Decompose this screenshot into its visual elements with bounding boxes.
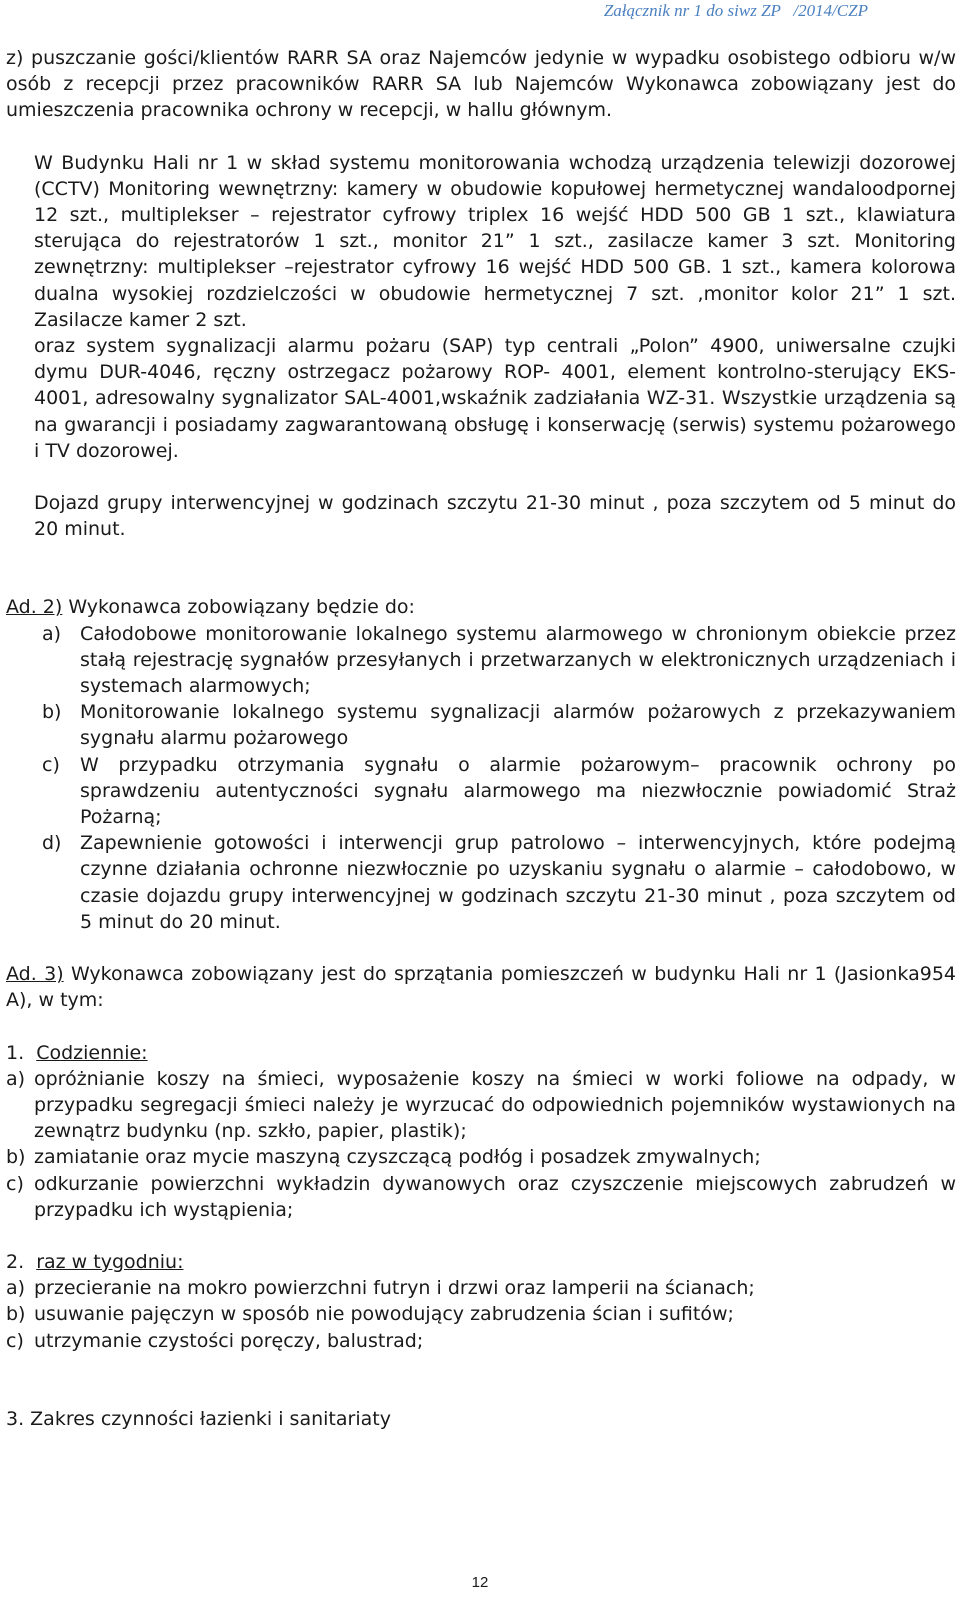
list-item-label: c) — [42, 753, 60, 776]
ad2-label: Ad. 2) — [6, 596, 63, 619]
section-1-number: 1. — [6, 1041, 37, 1064]
ad3-label: Ad. 3) — [6, 963, 64, 986]
list-item-text: utrzymanie czystości poręczy, balustrad; — [34, 1329, 424, 1352]
section-2-title: raz w tygodniu: — [36, 1250, 184, 1273]
section-ad2-heading — [6, 594, 956, 620]
list-item-text: usuwanie pajęczyn w sposób nie powodujący zabrudzenia ścian i sufitów; — [34, 1303, 734, 1326]
ad2-text: Wykonawca zobowiązany będzie do: — [62, 596, 415, 619]
ad3-text: Wykonawca zobowiązany jest do sprzątania pomieszczeń w budynku Hali nr 1 (Jasionka954 A), w tym: — [6, 963, 957, 1012]
document-header: Załącznik nr 1 do siwz ZP /2014/CZP — [603, 1, 868, 20]
list-item-label: d) — [42, 832, 62, 855]
list-item-text: Całodobowe monitorowanie lokalnego systemu alarmowego w chronionym obiekcie przez stałą rejestrację sygnałów przesyłanych i przetwarzanych w elektronicznych urządzeniach i systemach alarmowych; — [80, 622, 956, 698]
section-ad3-heading — [6, 961, 956, 1013]
document-body — [6, 45, 956, 1432]
list-item — [6, 1144, 956, 1170]
list-item-label: b) — [6, 1146, 26, 1169]
section-2-list — [6, 1275, 956, 1354]
list-item — [6, 1171, 956, 1223]
section-1-heading — [6, 1040, 956, 1066]
list-item-label: b) — [6, 1303, 26, 1326]
list-item — [6, 830, 956, 935]
page-number: 12 — [471, 1574, 489, 1591]
list-item-text: zamiatanie oraz mycie maszyną czyszczącą podłóg i posadzek zmywalnych; — [34, 1146, 761, 1169]
list-item-text: przecieranie na mokro powierzchni futryn i drzwi oraz lamperii na ścianach; — [34, 1277, 755, 1300]
list-item — [6, 621, 956, 700]
list-item-label: c) — [6, 1172, 24, 1195]
section-1-list — [6, 1066, 956, 1223]
section-2-heading — [6, 1249, 956, 1275]
list-item-label: b) — [42, 701, 62, 724]
section-1-title: Codziennie: — [36, 1041, 148, 1064]
list-item — [6, 1301, 956, 1327]
paragraph-sap: oraz system sygnalizacji alarmu pożaru (SAP) typ centrali „Polon” 4900, uniwersalne czujki dymu DUR-4046, ręczny ostrzegacz pożarowy ROP- 4001, element kontrolno-sterujący EKS- 4001, adresowalny sygnalizator SAL-4001,wskaźnik zadziałania WZ-31. Wszystkie urządzenia są na gwarancji i posiadamy zagwarantowaną obsługę i konserwację (serwis) systemu pożarowego i TV dozorowej. — [34, 335, 956, 462]
paragraph-cctv: W Budynku Hali nr 1 w skład systemu monitorowania wchodzą urządzenia telewizji dozorowej (CCTV) Monitoring wewnętrzny: kamery w obudowie kopułowej hermetycznej wandaloodpornej 12 szt., multiplekser – rejestrator cyfrowy triplex 16 wejść HDD 500 GB 1 szt., klawiatura sterująca do rejestratorów 1 szt., monitor 21” 1 szt., zasilacze kamer 3 szt. Monitoring zewnętrzny: multiplekser –rejestrator cyfrowy 16 wejść HDD 500 GB. 1 szt., kamera kolorowa dualna wysokiej rozdzielczości w obudowie hermetycznej 7 szt. ,monitor kolor 21” 1 szt. Zasilacze kamer 2 szt. — [34, 151, 956, 331]
list-item-text: odkurzanie powierzchni wykładzin dywanowych oraz czyszczenie miejscowych zabrudzeń w przypadku ich wystąpienia; — [34, 1172, 956, 1221]
list-item — [6, 699, 956, 751]
list-item-text: Monitorowanie lokalnego systemu sygnalizacji alarmów pożarowych z przekazywaniem sygnału alarmu pożarowego — [80, 701, 956, 750]
list-item-label: a) — [6, 1277, 26, 1300]
list-item-label: c) — [6, 1329, 24, 1352]
list-item-label: a) — [6, 1067, 26, 1090]
paragraph-z: z) puszczanie gości/klientów RARR SA oraz Najemców jedynie w wypadku osobistego odbioru w/w osób z recepcji przez pracowników RARR SA lub Najemców Wykonawca zobowiązany jest do umieszczenia pracownika ochrony w recepcji, w hallu głównym. — [6, 47, 956, 122]
list-item-label: a) — [42, 622, 62, 645]
list-item-text: opróżnianie koszy na śmieci, wyposażenie koszy na śmieci w worki foliowe na odpady, w przypadku segregacji śmieci należy je wyrzucać do odpowiednich pojemników wystawionych na zewnątrz budynku (np. szkło, papier, plastik); — [34, 1067, 956, 1143]
list-item — [6, 752, 956, 831]
list-item-text: W przypadku otrzymania sygnału o alarmie pożarowym– pracownik ochrony po sprawdzeniu autentyczności sygnału alarmowego ma niezwłocznie powiadomić Straż Pożarną; — [80, 753, 956, 829]
ad2-list — [6, 621, 956, 935]
list-item-text: Zapewnienie gotowości i interwencji grup patrolowo – interwencyjnych, które podejmą czynne działania ochronne niezwłocznie po uzyskaniu sygnału o alarmie – całodobowo, w czasie dojazdu grupy interwencyjnej w godzinach szczytu 21-30 minut , poza szczytem od 5 minut do 20 minut. — [80, 832, 956, 933]
list-item — [6, 1275, 956, 1301]
paragraph-dojazd: Dojazd grupy interwencyjnej w godzinach szczytu 21-30 minut , poza szczytem od 5 minut do 20 minut. — [34, 492, 956, 541]
section-2-number: 2. — [6, 1250, 37, 1273]
list-item — [6, 1066, 956, 1145]
list-item — [6, 1328, 956, 1354]
section-3-heading: 3. Zakres czynności łazienki i sanitariaty — [6, 1407, 391, 1430]
